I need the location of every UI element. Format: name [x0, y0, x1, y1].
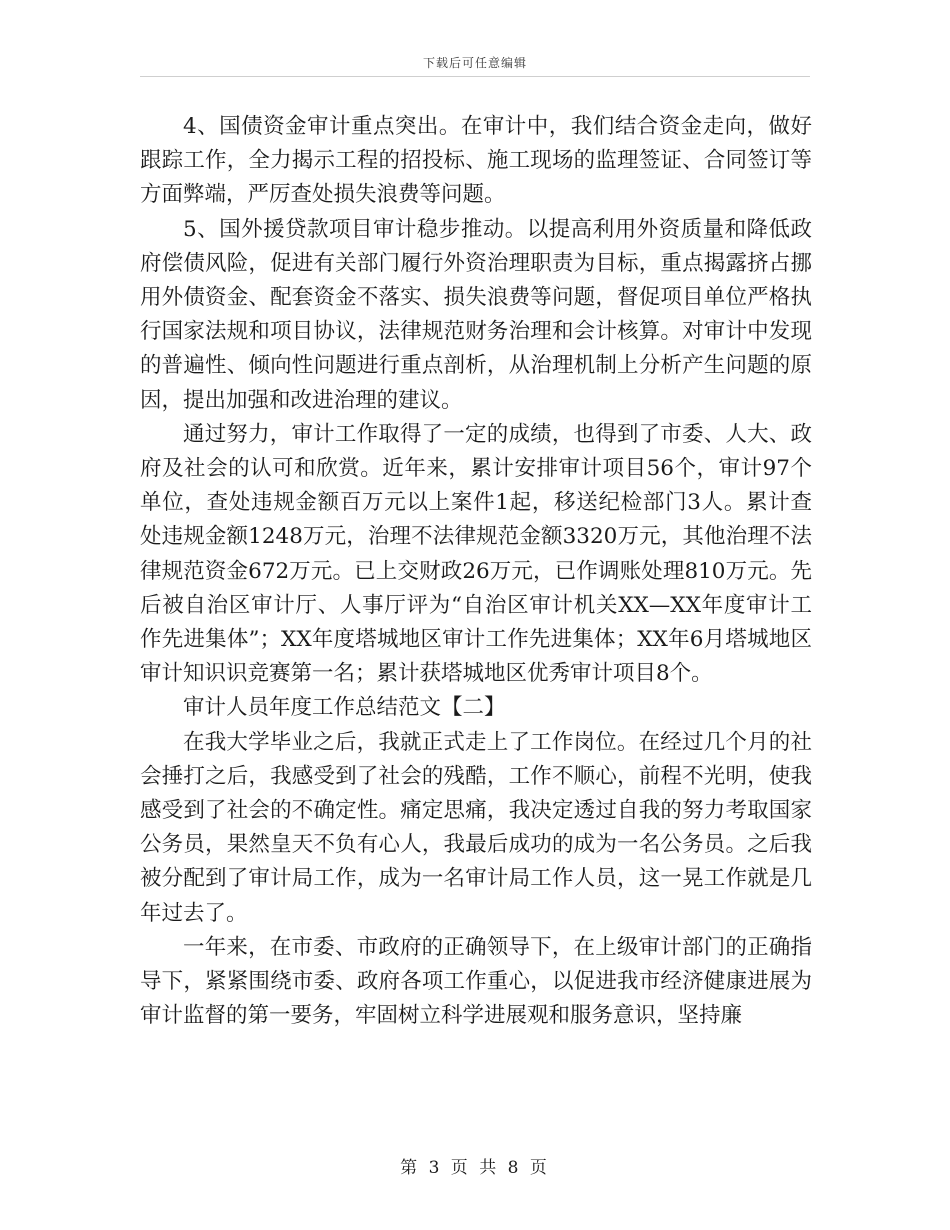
paragraph-annual-review: 一年来，在市委、市政府的正确领导下，在上级审计部门的正确指导下，紧紧围绕市委、政府各项工作重心，以促进我市经济健康进展为审计监督的第一要务，牢固树立科学进展观和服务意识，坚持廉 — [140, 934, 812, 1029]
paragraph-national-debt-audit: 4、国债资金审计重点突出。在审计中，我们结合资金走向，做好跟踪工作，全力揭示工程的招投标、施工现场的监理签证、合同签订等方面弊端，严厉查处损失浪费等问题。 — [140, 114, 812, 208]
paragraph-career-intro: 在我大学毕业之后，我就正式走上了工作岗位。在经过几个月的社会捶打之后，我感受到了社会的残酷，工作不顺心，前程不光明，使我感受到了社会的不确定性。痛定思痛，我决定透过自我的努力考取国家公务员，果然皇天不负有心人，我最后成功的成为一名公务员。之后我被分配到了审计局工作，成为一名审计局工作人员，这一晃工作就是几年过去了。 — [140, 729, 812, 926]
header-divider — [140, 76, 810, 77]
paragraph-achievements: 通过努力，审计工作取得了一定的成绩，也得到了市委、人大、政府及社会的认可和欣赏。近年来，累计安排审计项目56个，审计97个单位，查处违规金额百万元以上案件1起，移送纪检部门3人。累计查处违规金额1248万元，治理不法律规范金额3320万元，其他治理不法律规范资金672万元。已上交财政26万元，已作调账处理810万元。先后被自治区审计厅、人事厅评为“自治区审计机关XX—XX年度审计工作先进集体”；XX年度塔城地区审计工作先进集体；XX年6月塔城地区审计知识识竞赛第一名；累计获塔城地区优秀审计项目8个。 — [140, 421, 812, 687]
paragraph-foreign-loan-audit: 5、国外援贷款项目审计稳步推动。以提高利用外资质量和降低政府偿债风险，促进有关部门履行外资治理职责为目标，重点揭露挤占挪用外债资金、配套资金不落实、损失浪费等问题，督促项目单位严格执行国家法规和项目协议，法律规范财务治理和会计核算。对审计中发现的普遍性、倾向性问题进行重点剖析，从治理机制上分析产生问题的原因，提出加强和改进治理的建议。 — [140, 216, 812, 413]
page-header: 下载后可任意编辑 — [422, 56, 527, 70]
page-number: 第 3 页 共 8 页 — [400, 1158, 550, 1178]
section-heading: 审计人员年度工作总结范文【二】 — [183, 695, 506, 721]
document-body — [140, 110, 812, 1033]
